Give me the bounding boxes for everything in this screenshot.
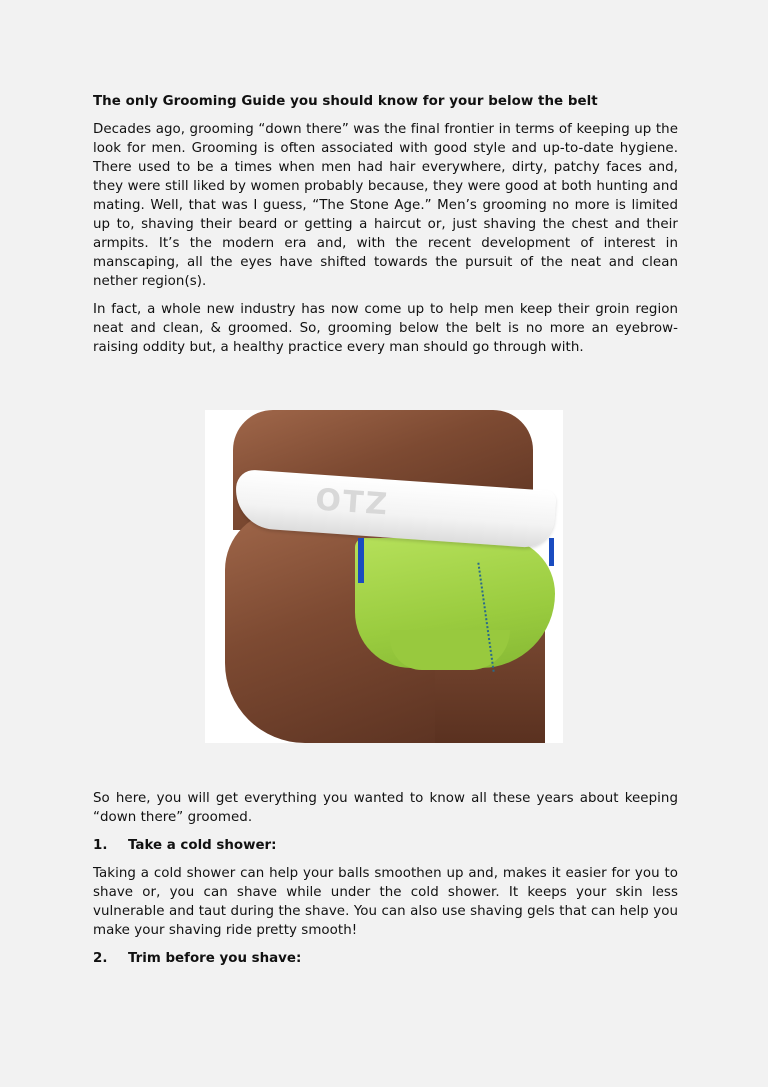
step-1-body: Taking a cold shower can help your balls smoothen up and, makes it easier for you to shave or, you can shave while under the cold shower. It keeps your skin less vulnerable and taut during the shave. You can also use shaving gels that can help you make your shaving ride pretty smooth! (93, 866, 678, 938)
guide-section (93, 789, 678, 977)
photo-blue-trim-left (358, 538, 364, 583)
industry-paragraph: In fact, a whole new industry has now come up to help men keep their groin region neat and clean, & groomed. So, grooming below the belt is no more an eyebrow-raising oddity but, a healthy practice every man should go through with. (93, 302, 678, 355)
product-photo (205, 410, 563, 743)
step-2-heading (93, 949, 678, 968)
step-1-title: Take a cold shower: (128, 838, 277, 853)
waistband-logo: OTZ (314, 482, 391, 523)
document-title: The only Grooming Guide you should know for your below the belt (93, 94, 598, 109)
photo-blue-trim-right (549, 538, 554, 566)
step-1-number: 1. (93, 838, 108, 853)
step-2-number: 2. (93, 951, 108, 966)
step-1-heading (93, 836, 678, 855)
intro-paragraph: Decades ago, grooming “down there” was the final frontier in terms of keeping up the look for men. Grooming is often associated with good style and up-to-date hygiene. There used to be a times when men had hair everywhere, dirty, patchy faces and, they were still liked by women probably because, they were good at both hunting and mating. Well, that was I guess, “The Stone Age.” Men’s grooming no more is limited up to, shaving their beard or getting a haircut or, just shaving the chest and their armpits. It’s the modern era and, with the recent development of interest in manscaping, all the eyes have shifted towards the pursuit of the neat and clean nether region(s). (93, 122, 678, 289)
guide-intro-paragraph: So here, you will get everything you wanted to know all these years about keeping “down there” groomed. (93, 791, 678, 825)
step-2-title: Trim before you shave: (128, 951, 302, 966)
document-page (93, 92, 678, 366)
